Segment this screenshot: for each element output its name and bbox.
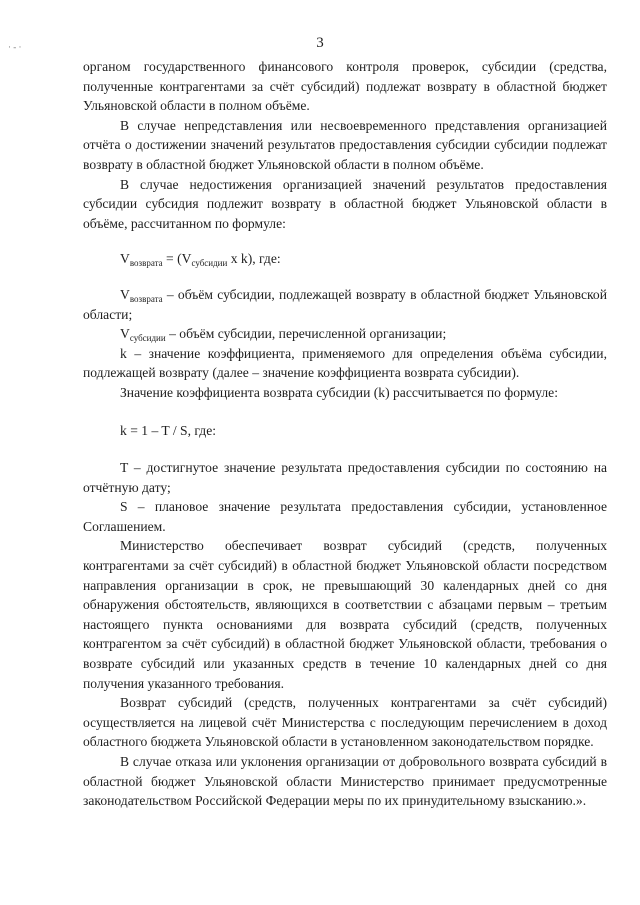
formula-k: k = 1 – T / S, где: <box>120 422 217 438</box>
document-body <box>83 57 607 811</box>
paragraph-k-value: Значение коэффициента возврата субсидии (k) рассчитывается по формуле: <box>120 384 558 400</box>
definition-t: T – достигнутое значение результата предоставления субсидии по состоянию на отчётную дату; <box>83 460 607 495</box>
page-number: 3 <box>316 35 324 51</box>
paragraph-refusal: В случае отказа или уклонения организации от добровольного возврата субсидий в областной бюджет Ульяновской области Министерство принимает предусмотренные законодательством Российской Федерации меры по их принудительному взысканию.». <box>83 754 607 809</box>
formula-v-return: $V_{возврата} = (V_{субсидии}$ х k), где: <box>120 251 281 269</box>
paragraph-3: В случае недостижения организацией значений результатов предоставления субсидии субсидия подлежит возврату в областной бюджет Ульяновской области в объёме, рассчитанном по формуле: <box>83 176 607 231</box>
paragraph-1: органом государственного финансового контроля проверок, субсидии (средства, полученные контрагентами за счёт субсидий) подлежат возврату в областной бюджет Ульяновской области в полном объёме. <box>83 59 607 114</box>
definition-v-return: $V_{возврата}$ – объём субсидии, подлежащей возврату в областной бюджет Ульяновской области; <box>83 286 607 322</box>
definition-k: k – значение коэффициента, применяемого для определения объёма субсидии, подлежащей возврату (далее – значение коэффициента возврата субсидии). <box>83 345 607 381</box>
scan-mark: · - · <box>8 42 22 52</box>
definition-s: S – плановое значение результата предоставления субсидии, установленное Соглашением. <box>83 499 607 534</box>
definition-v-subsidy: $V_{субсидии}$ – объём субсидии, перечисленной организации; <box>120 326 447 344</box>
paragraph-ministry: Министерство обеспечивает возврат субсидий (средств, полученных контрагентами за счёт субсидий) в областной бюджет Ульяновской области посредством направления организации в срок, не превышающий 30 календарных дней со дня обнаружения обстоятельств, являющихся в соответствии с абзацами первым – третьим настоящего пункта основаниями для возврата субсидий (средств, полученных контрагентом за счёт субсидий) в областной бюджет Ульяновской области, требования о возврате субсидий или указанных средств в течение 10 календарных дней со дня получения указанного требования. <box>83 538 607 691</box>
paragraph-2: В случае непредставления или несвоевременного представления организацией отчёта о достижении значений результатов предоставления субсидии субсидии подлежат возврату в областной бюджет Ульяновской области в полном объёме. <box>83 117 607 172</box>
paragraph-return: Возврат субсидий (средств, полученных контрагентами за счёт субсидий) осуществляется на лицевой счёт Министерства с последующим перечислением в доход областного бюджета Ульяновской области в установленном законодательством порядке. <box>83 695 607 750</box>
